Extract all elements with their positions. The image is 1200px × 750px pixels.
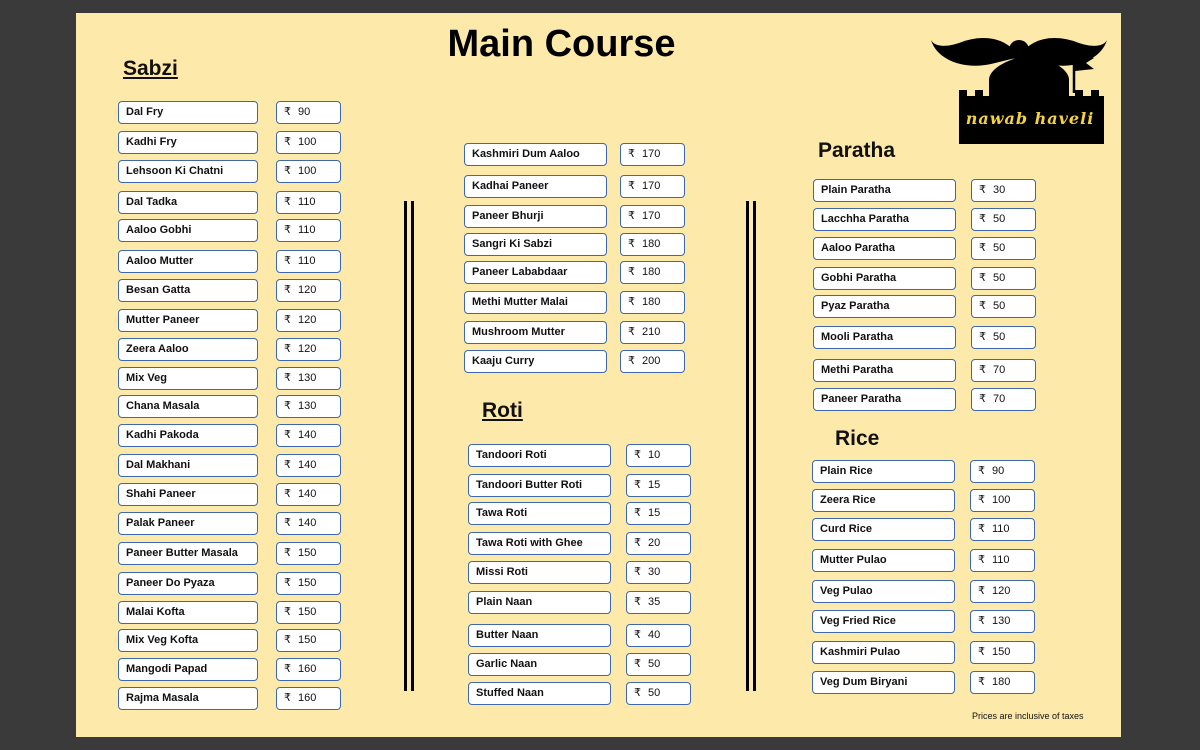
menu-item-price — [276, 219, 341, 242]
price-value: 120 — [298, 284, 317, 296]
price-value: 170 — [642, 210, 661, 222]
menu-item-name: Paneer Do Pyaza — [118, 572, 258, 595]
price-value: 180 — [642, 296, 661, 308]
menu-item-price — [971, 208, 1036, 231]
menu-item-price — [276, 572, 341, 595]
rupee-icon: ₹ — [979, 393, 986, 405]
menu-item-name: Chana Masala — [118, 395, 258, 418]
price-value: 150 — [992, 646, 1011, 658]
section-heading-roti: Roti — [482, 399, 523, 422]
menu-item-price — [971, 388, 1036, 411]
price-value: 120 — [298, 343, 317, 355]
menu-item-price — [626, 682, 691, 705]
rupee-icon: ₹ — [284, 284, 291, 296]
menu-item-name: Curd Rice — [812, 518, 955, 541]
rupee-icon: ₹ — [978, 615, 985, 627]
price-value: 130 — [298, 400, 317, 412]
menu-item-name: Kadhi Pakoda — [118, 424, 258, 447]
menu-item-name: Zeera Rice — [812, 489, 955, 512]
rupee-icon: ₹ — [979, 184, 986, 196]
rupee-icon: ₹ — [284, 314, 291, 326]
menu-item-name: Stuffed Naan — [468, 682, 611, 705]
price-value: 30 — [993, 184, 1006, 196]
menu-item-name: Gobhi Paratha — [813, 267, 956, 290]
rupee-icon: ₹ — [634, 687, 641, 699]
menu-item-price — [276, 131, 341, 154]
menu-item-name: Kadhi Fry — [118, 131, 258, 154]
menu-item-name: Kashmiri Pulao — [812, 641, 955, 664]
rupee-icon: ₹ — [284, 459, 291, 471]
menu-item-price — [971, 326, 1036, 349]
menu-item-price — [620, 291, 685, 314]
menu-item-price — [276, 191, 341, 214]
column-divider-right — [746, 201, 749, 691]
rupee-icon: ₹ — [284, 429, 291, 441]
menu-item-price — [276, 101, 341, 124]
price-value: 15 — [648, 507, 661, 519]
menu-item-name: Mix Veg — [118, 367, 258, 390]
rupee-icon: ₹ — [978, 676, 985, 688]
menu-item-name: Mutter Paneer — [118, 309, 258, 332]
menu-item-name: Dal Makhani — [118, 454, 258, 477]
menu-item-price — [276, 160, 341, 183]
menu-item-name: Mushroom Mutter — [464, 321, 607, 344]
menu-item-name: Paneer Lababdaar — [464, 261, 607, 284]
price-value: 70 — [993, 393, 1006, 405]
rupee-icon: ₹ — [284, 692, 291, 704]
menu-item-price — [626, 444, 691, 467]
menu-item-price — [276, 483, 341, 506]
price-value: 130 — [298, 372, 317, 384]
menu-item-price — [971, 295, 1036, 318]
rupee-icon: ₹ — [979, 364, 986, 376]
rupee-icon: ₹ — [979, 331, 986, 343]
menu-item-price — [620, 350, 685, 373]
menu-item-name: Methi Paratha — [813, 359, 956, 382]
menu-item-price — [620, 233, 685, 256]
menu-item-price — [276, 395, 341, 418]
price-value: 210 — [642, 326, 661, 338]
price-value: 100 — [298, 136, 317, 148]
menu-item-name: Plain Rice — [812, 460, 955, 483]
rupee-icon: ₹ — [979, 213, 986, 225]
price-value: 160 — [298, 692, 317, 704]
rupee-icon: ₹ — [284, 372, 291, 384]
menu-item-name: Aaloo Gobhi — [118, 219, 258, 242]
menu-item-name: Veg Fried Rice — [812, 610, 955, 633]
menu-item-name: Dal Tadka — [118, 191, 258, 214]
menu-item-price — [620, 321, 685, 344]
menu-item-price — [970, 460, 1035, 483]
price-value: 140 — [298, 517, 317, 529]
price-value: 150 — [298, 577, 317, 589]
menu-item-price — [626, 591, 691, 614]
rupee-icon: ₹ — [628, 180, 635, 192]
price-value: 90 — [298, 106, 311, 118]
rupee-icon: ₹ — [979, 242, 986, 254]
price-value: 200 — [642, 355, 661, 367]
menu-item-name: Plain Paratha — [813, 179, 956, 202]
menu-item-name: Mangodi Papad — [118, 658, 258, 681]
tax-note: Prices are inclusive of taxes — [972, 711, 1084, 721]
menu-item-name: Methi Mutter Malai — [464, 291, 607, 314]
menu-item-name: Kaaju Curry — [464, 350, 607, 373]
price-value: 40 — [648, 629, 661, 641]
menu-item-name: Palak Paneer — [118, 512, 258, 535]
menu-item-name: Zeera Aaloo — [118, 338, 258, 361]
rupee-icon: ₹ — [628, 238, 635, 250]
menu-item-price — [620, 261, 685, 284]
rupee-icon: ₹ — [979, 272, 986, 284]
menu-item-price — [970, 580, 1035, 603]
section-heading-paratha: Paratha — [818, 139, 896, 162]
rupee-icon: ₹ — [978, 554, 985, 566]
rupee-icon: ₹ — [634, 507, 641, 519]
price-value: 110 — [298, 255, 316, 267]
menu-item-price — [276, 658, 341, 681]
price-value: 150 — [298, 606, 317, 618]
menu-item-price — [970, 610, 1035, 633]
rupee-icon: ₹ — [284, 343, 291, 355]
menu-item-name: Besan Gatta — [118, 279, 258, 302]
rupee-icon: ₹ — [284, 577, 291, 589]
menu-item-price — [276, 424, 341, 447]
price-value: 100 — [298, 165, 317, 177]
price-value: 150 — [298, 547, 317, 559]
menu-item-name: Kadhai Paneer — [464, 175, 607, 198]
menu-item-price — [970, 671, 1035, 694]
menu-item-price — [620, 175, 685, 198]
price-value: 50 — [993, 331, 1006, 343]
price-value: 120 — [298, 314, 317, 326]
menu-item-name: Mutter Pulao — [812, 549, 955, 572]
menu-item-name: Shahi Paneer — [118, 483, 258, 506]
price-value: 20 — [648, 537, 661, 549]
price-value: 70 — [993, 364, 1006, 376]
price-value: 50 — [648, 658, 661, 670]
price-value: 130 — [992, 615, 1011, 627]
rupee-icon: ₹ — [634, 449, 641, 461]
menu-item-price — [276, 338, 341, 361]
menu-item-name: Mix Veg Kofta — [118, 629, 258, 652]
price-value: 110 — [992, 554, 1010, 566]
page-title: Main Course — [447, 23, 676, 65]
price-value: 110 — [298, 224, 316, 236]
rupee-icon: ₹ — [284, 255, 291, 267]
menu-item-price — [276, 542, 341, 565]
rupee-icon: ₹ — [634, 658, 641, 670]
menu-item-name: Tandoori Roti — [468, 444, 611, 467]
menu-item-name: Tawa Roti with Ghee — [468, 532, 611, 555]
menu-item-price — [620, 143, 685, 166]
rupee-icon: ₹ — [978, 523, 985, 535]
price-value: 180 — [642, 266, 661, 278]
menu-item-name: Butter Naan — [468, 624, 611, 647]
menu-item-price — [620, 205, 685, 228]
rupee-icon: ₹ — [628, 326, 635, 338]
rupee-icon: ₹ — [634, 566, 641, 578]
menu-item-price — [970, 549, 1035, 572]
price-value: 90 — [992, 465, 1005, 477]
price-value: 170 — [642, 180, 661, 192]
rupee-icon: ₹ — [628, 266, 635, 278]
rupee-icon: ₹ — [284, 400, 291, 412]
menu-item-name: Tandoori Butter Roti — [468, 474, 611, 497]
price-value: 50 — [993, 242, 1006, 254]
menu-item-price — [626, 624, 691, 647]
rupee-icon: ₹ — [628, 148, 635, 160]
menu-item-name: Malai Kofta — [118, 601, 258, 624]
rupee-icon: ₹ — [284, 106, 291, 118]
menu-item-name: Veg Pulao — [812, 580, 955, 603]
price-value: 110 — [298, 196, 316, 208]
rupee-icon: ₹ — [284, 488, 291, 500]
brand-name: nawab haveli — [965, 109, 1095, 128]
price-value: 10 — [648, 449, 661, 461]
rupee-icon: ₹ — [978, 465, 985, 477]
menu-item-name: Sangri Ki Sabzi — [464, 233, 607, 256]
price-value: 140 — [298, 459, 317, 471]
menu-item-name: Mooli Paratha — [813, 326, 956, 349]
menu-item-price — [971, 179, 1036, 202]
price-value: 50 — [993, 213, 1006, 225]
menu-item-price — [626, 561, 691, 584]
price-value: 160 — [298, 663, 317, 675]
section-heading-sabzi: Sabzi — [123, 57, 178, 80]
menu-item-price — [971, 237, 1036, 260]
rupee-icon: ₹ — [634, 479, 641, 491]
menu-item-price — [626, 502, 691, 525]
menu-item-price — [276, 629, 341, 652]
rupee-icon: ₹ — [978, 646, 985, 658]
rupee-icon: ₹ — [284, 547, 291, 559]
price-value: 30 — [648, 566, 661, 578]
menu-item-name: Tawa Roti — [468, 502, 611, 525]
rupee-icon: ₹ — [978, 585, 985, 597]
menu-item-price — [626, 474, 691, 497]
menu-item-name: Kashmiri Dum Aaloo — [464, 143, 607, 166]
menu-item-name: Plain Naan — [468, 591, 611, 614]
rupee-icon: ₹ — [628, 296, 635, 308]
menu-item-price — [970, 489, 1035, 512]
rupee-icon: ₹ — [284, 606, 291, 618]
menu-item-price — [276, 454, 341, 477]
menu-item-name: Paneer Paratha — [813, 388, 956, 411]
price-value: 120 — [992, 585, 1011, 597]
rupee-icon: ₹ — [284, 224, 291, 236]
price-value: 50 — [993, 272, 1006, 284]
menu-item-price — [970, 641, 1035, 664]
menu-item-price — [626, 653, 691, 676]
price-value: 50 — [648, 687, 661, 699]
menu-item-price — [276, 512, 341, 535]
menu-item-name: Veg Dum Biryani — [812, 671, 955, 694]
menu-item-price — [276, 250, 341, 273]
column-divider-left — [404, 201, 407, 691]
rupee-icon: ₹ — [284, 663, 291, 675]
price-value: 15 — [648, 479, 661, 491]
menu-item-price — [970, 518, 1035, 541]
menu-item-price — [626, 532, 691, 555]
menu-item-price — [276, 601, 341, 624]
section-heading-rice: Rice — [835, 427, 880, 450]
price-value: 100 — [992, 494, 1011, 506]
rupee-icon: ₹ — [978, 494, 985, 506]
menu-item-name: Aaloo Mutter — [118, 250, 258, 273]
menu-item-name: Garlic Naan — [468, 653, 611, 676]
menu-item-name: Aaloo Paratha — [813, 237, 956, 260]
haveli-icon — [959, 53, 1104, 144]
price-value: 140 — [298, 488, 317, 500]
rupee-icon: ₹ — [284, 634, 291, 646]
menu-item-price — [276, 687, 341, 710]
rupee-icon: ₹ — [284, 517, 291, 529]
rupee-icon: ₹ — [634, 629, 641, 641]
rupee-icon: ₹ — [979, 300, 986, 312]
menu-item-name: Lehsoon Ki Chatni — [118, 160, 258, 183]
menu-item-price — [276, 309, 341, 332]
rupee-icon: ₹ — [284, 165, 291, 177]
menu-item-price — [276, 279, 341, 302]
menu-item-price — [971, 267, 1036, 290]
rupee-icon: ₹ — [634, 537, 641, 549]
menu-item-name: Missi Roti — [468, 561, 611, 584]
rupee-icon: ₹ — [634, 596, 641, 608]
menu-item-price — [971, 359, 1036, 382]
price-value: 50 — [993, 300, 1006, 312]
price-value: 150 — [298, 634, 317, 646]
menu-page — [76, 13, 1121, 737]
rupee-icon: ₹ — [284, 196, 291, 208]
rupee-icon: ₹ — [628, 355, 635, 367]
price-value: 180 — [642, 238, 661, 250]
menu-item-name: Lacchha Paratha — [813, 208, 956, 231]
menu-item-name: Rajma Masala — [118, 687, 258, 710]
price-value: 140 — [298, 429, 317, 441]
price-value: 180 — [992, 676, 1011, 688]
price-value: 110 — [992, 523, 1010, 535]
rupee-icon: ₹ — [628, 210, 635, 222]
rupee-icon: ₹ — [284, 136, 291, 148]
price-value: 170 — [642, 148, 661, 160]
menu-item-name: Pyaz Paratha — [813, 295, 956, 318]
menu-item-price — [276, 367, 341, 390]
price-value: 35 — [648, 596, 661, 608]
menu-item-name: Paneer Butter Masala — [118, 542, 258, 565]
menu-item-name: Dal Fry — [118, 101, 258, 124]
menu-item-name: Paneer Bhurji — [464, 205, 607, 228]
